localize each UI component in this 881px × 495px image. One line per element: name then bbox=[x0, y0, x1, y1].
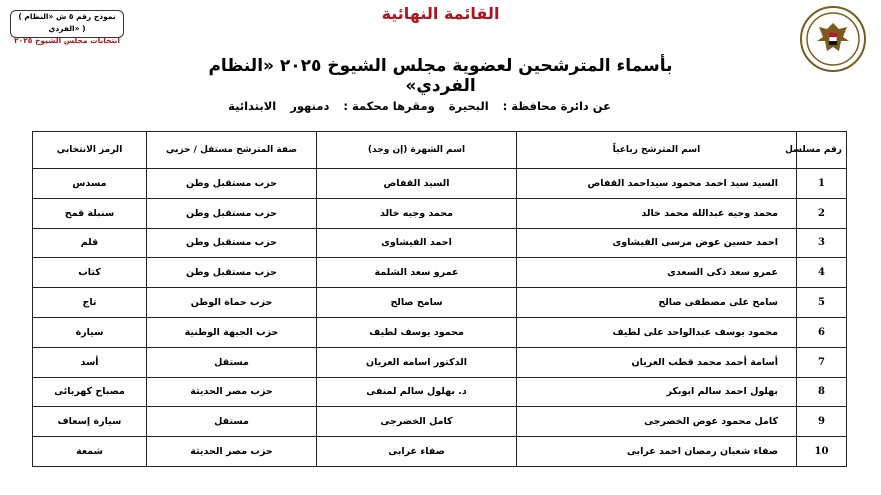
cell-fame: عمرو سعد الشلمة bbox=[317, 258, 517, 288]
cell-name: احمد حسين عوض مرسى الفيشاوى bbox=[517, 228, 797, 258]
cell-serial: 1 bbox=[797, 169, 847, 199]
candidates-table bbox=[32, 131, 847, 467]
table-row bbox=[33, 228, 847, 258]
cell-symbol: مصباح كهربائى bbox=[33, 377, 147, 407]
main-title: بأسماء المترشحين لعضوية مجلس الشيوخ ٢٠٢٥ «النظام الفردي» bbox=[208, 56, 673, 96]
cell-fame: احمد الفيشاوى bbox=[317, 228, 517, 258]
table-row bbox=[33, 198, 847, 228]
cell-name: أسامة أحمد محمد قطب العريان bbox=[517, 347, 797, 377]
court-value: دمنهور bbox=[290, 99, 330, 113]
header-serial: رقم مسلسل bbox=[797, 132, 847, 169]
cell-symbol: شمعة bbox=[33, 437, 147, 467]
cell-symbol: سيارة إسعاف bbox=[33, 407, 147, 437]
district-line bbox=[180, 99, 611, 113]
cell-symbol: أسد bbox=[33, 347, 147, 377]
cell-serial: 7 bbox=[797, 347, 847, 377]
cell-name: محمد وجيه عبدالله محمد خالد bbox=[517, 198, 797, 228]
cell-capacity: مستقل bbox=[147, 347, 317, 377]
table-row bbox=[33, 377, 847, 407]
form-number-label: ( نموذج رقم ٥ ش «النظام الفردي» ) bbox=[18, 12, 116, 33]
egypt-eagle-emblem-icon bbox=[800, 6, 866, 72]
table-header-row bbox=[33, 132, 847, 169]
cell-symbol: مسدس bbox=[33, 169, 147, 199]
table-row bbox=[33, 347, 847, 377]
header-name: اسم المترشح رباعياً bbox=[517, 132, 797, 169]
table-row bbox=[33, 317, 847, 347]
election-year-label: انتخابات مجلس الشيوخ ٢٠٢٥ bbox=[14, 36, 120, 45]
court-label: ومقرها محكمة : bbox=[343, 99, 435, 113]
table-row bbox=[33, 288, 847, 318]
cell-name: محمود يوسف عبدالواحد على لطيف bbox=[517, 317, 797, 347]
header-capacity: صفة المترشح مستقل / حزبي bbox=[147, 132, 317, 169]
table-row bbox=[33, 437, 847, 467]
table-row bbox=[33, 169, 847, 199]
cell-symbol: تاج bbox=[33, 288, 147, 318]
cell-serial: 8 bbox=[797, 377, 847, 407]
cell-fame: محمد وجيه خالد bbox=[317, 198, 517, 228]
cell-name: بهلول احمد سالم ابوبكر bbox=[517, 377, 797, 407]
district-label: عن دائرة محافظة : bbox=[502, 99, 611, 113]
cell-serial: 10 bbox=[797, 437, 847, 467]
cell-capacity: مستقل bbox=[147, 407, 317, 437]
cell-fame: الدكتور اسامه العريان bbox=[317, 347, 517, 377]
governorate-value: البحيرة bbox=[448, 99, 489, 113]
table-row bbox=[33, 407, 847, 437]
cell-name: صفاء شعبان رمضان احمد عرابى bbox=[517, 437, 797, 467]
header-fame: اسم الشهرة (إن وجد) bbox=[317, 132, 517, 169]
cell-name: عمرو سعد ذكى السعدى bbox=[517, 258, 797, 288]
cell-symbol: سيارة bbox=[33, 317, 147, 347]
cell-serial: 3 bbox=[797, 228, 847, 258]
cell-symbol: سنبلة قمح bbox=[33, 198, 147, 228]
cell-serial: 5 bbox=[797, 288, 847, 318]
cell-serial: 9 bbox=[797, 407, 847, 437]
cell-serial: 2 bbox=[797, 198, 847, 228]
cell-fame: د. بهلول سالم لمنفى bbox=[317, 377, 517, 407]
cell-capacity: حزب الجبهة الوطنية bbox=[147, 317, 317, 347]
cell-capacity: حزب مستقبل وطن bbox=[147, 169, 317, 199]
cell-serial: 6 bbox=[797, 317, 847, 347]
cell-capacity: حزب مستقبل وطن bbox=[147, 258, 317, 288]
cell-fame: محمود يوسف لطيف bbox=[317, 317, 517, 347]
cell-fame: السيد القفاص bbox=[317, 169, 517, 199]
cell-capacity: حزب مصر الحديثة bbox=[147, 437, 317, 467]
cell-capacity: حزب مصر الحديثة bbox=[147, 377, 317, 407]
cell-symbol: كتاب bbox=[33, 258, 147, 288]
cell-capacity: حزب حماة الوطن bbox=[147, 288, 317, 318]
cell-capacity: حزب مستقبل وطن bbox=[147, 198, 317, 228]
header-symbol: الرمز الانتخابي bbox=[33, 132, 147, 169]
cell-fame: سامح صالح bbox=[317, 288, 517, 318]
cell-fame: صفاء عرابى bbox=[317, 437, 517, 467]
cell-serial: 4 bbox=[797, 258, 847, 288]
court-type-value: الابتدائية bbox=[228, 99, 277, 113]
cell-name: سامح على مصطفى صالح bbox=[517, 288, 797, 318]
cell-fame: كامل الخضرجى bbox=[317, 407, 517, 437]
final-list-title: القائمة النهائية bbox=[381, 4, 500, 23]
cell-name: السيد سيد احمد محمود سيداحمد القفاص bbox=[517, 169, 797, 199]
table-row bbox=[33, 258, 847, 288]
cell-symbol: قلم bbox=[33, 228, 147, 258]
cell-capacity: حزب مستقبل وطن bbox=[147, 228, 317, 258]
cell-name: كامل محمود عوض الخضرجى bbox=[517, 407, 797, 437]
